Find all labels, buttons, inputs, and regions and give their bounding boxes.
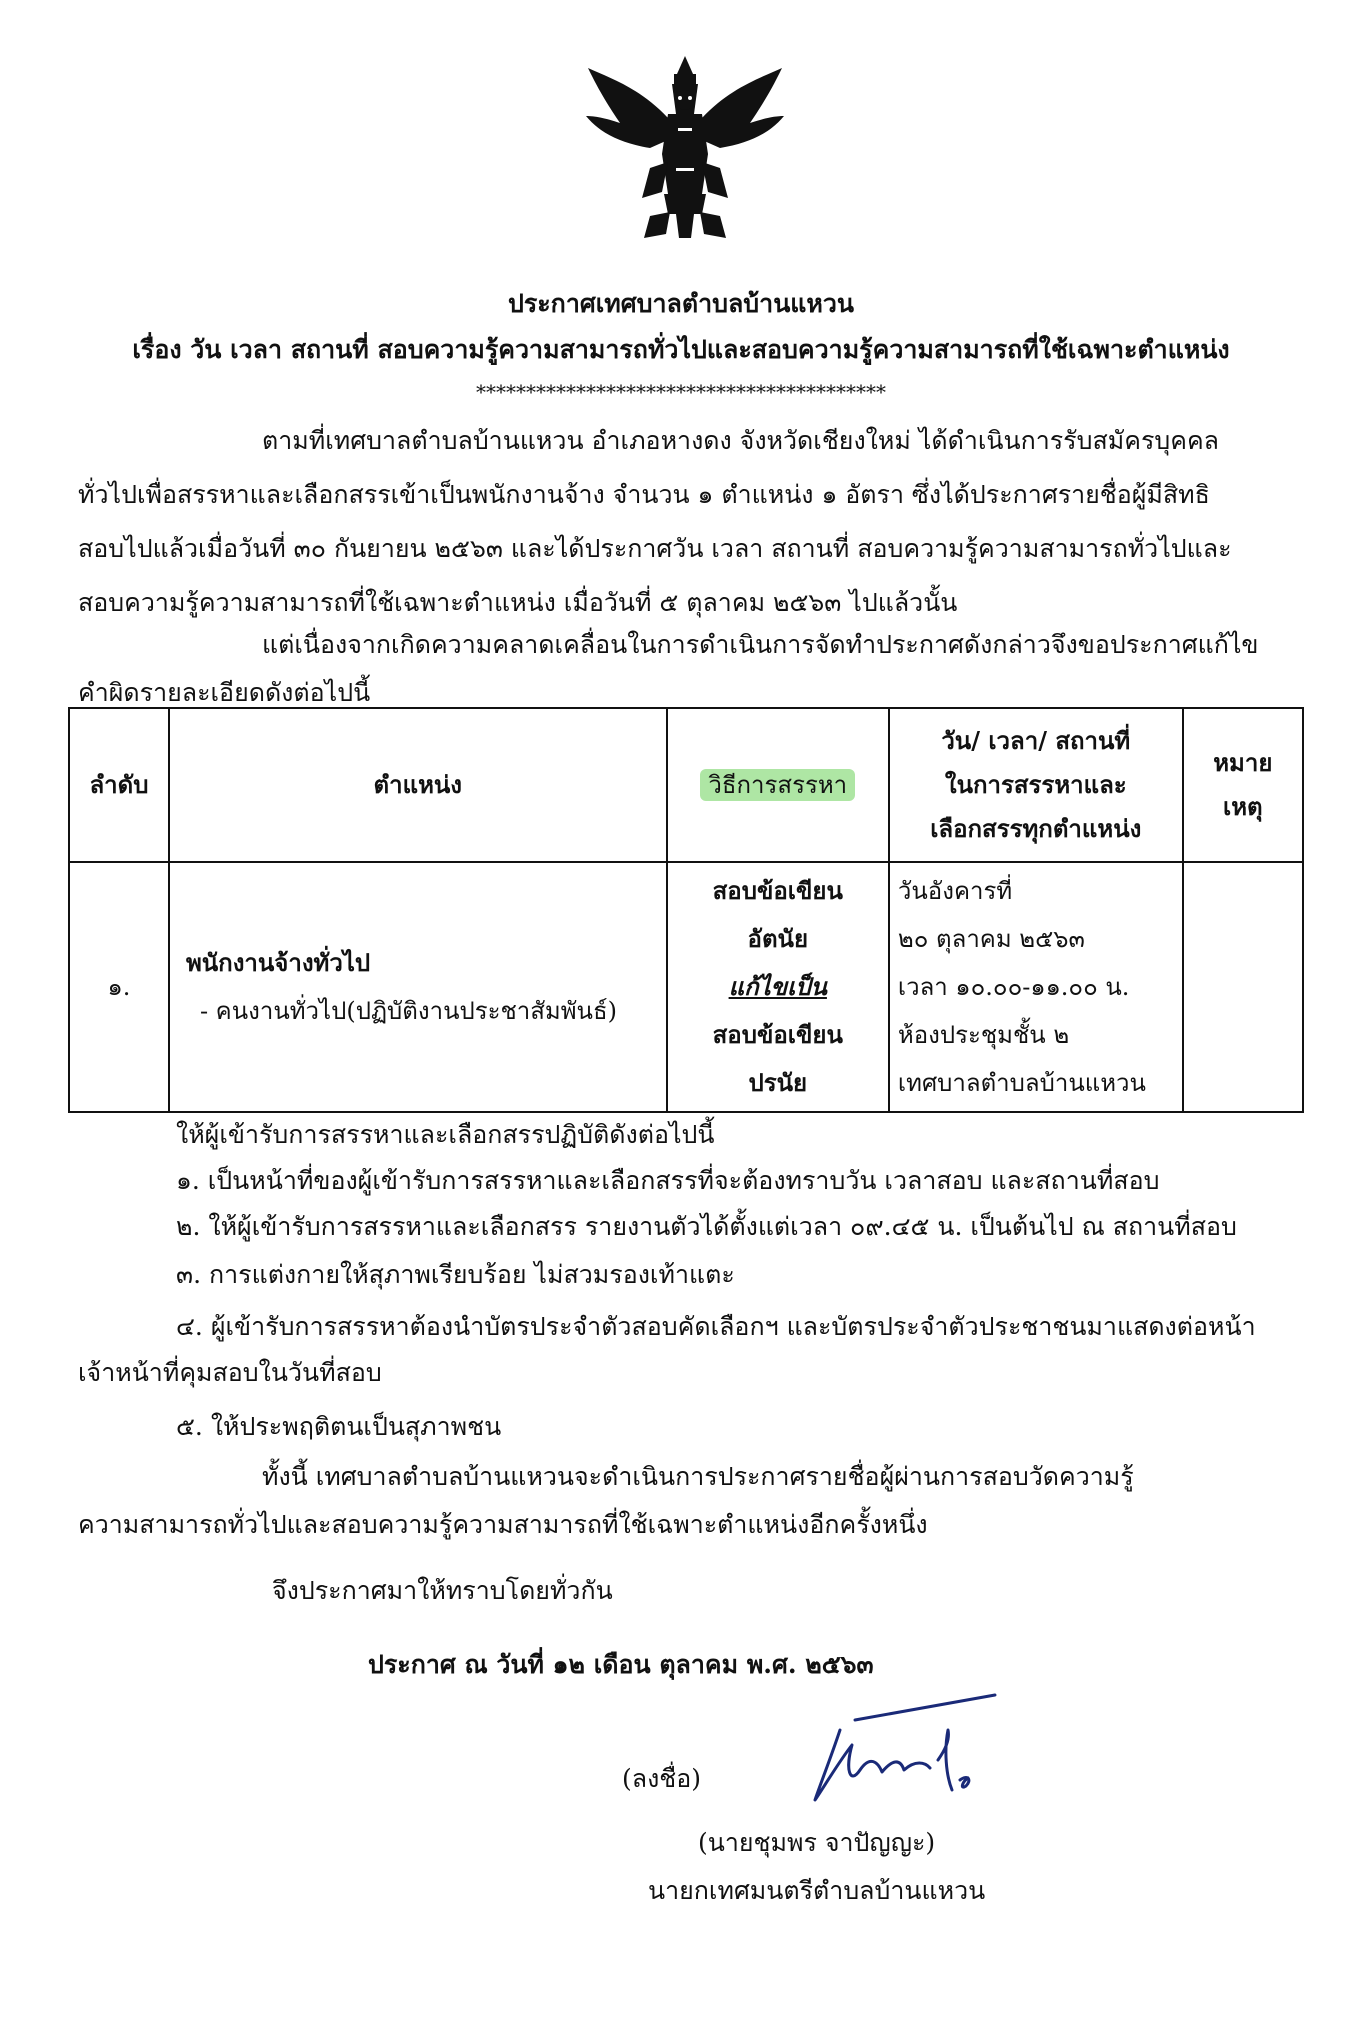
method-correction-label: แก้ไขเป็น <box>728 972 827 1001</box>
intro-line-4: สอบความรู้ความสามารถที่ใช้เฉพาะตำแหน่ง เมื่อวันที่ ๕ ตุลาคม ๒๕๖๓ ไปแล้วนั้น <box>78 588 958 617</box>
instruction-item-4b: เจ้าหน้าที่คุมสอบในวันที่สอบ <box>78 1358 382 1387</box>
header-remark <box>1183 708 1303 862</box>
row-when <box>889 862 1183 1112</box>
table-header-row <box>69 708 1303 862</box>
closing-line-2: ความสามารถทั่วไปและสอบความรู้ความสามารถที่ใช้เฉพาะตำแหน่งอีกครั้งหนึ่ง <box>78 1510 928 1539</box>
when-line-5: เทศบาลตำบลบ้านแหวน <box>897 1069 1146 1097</box>
when-line-3: เวลา ๑๐.๐๐-๑๑.๐๐ น. <box>897 973 1130 1001</box>
header-no: ลำดับ <box>69 708 169 862</box>
instruction-item-3: ๓. การแต่งกายให้สุภาพเรียบร้อย ไม่สวมรองเท้าแตะ <box>176 1260 735 1289</box>
intro-line-3: สอบไปแล้วเมื่อวันที่ ๓๐ กันยายน ๒๕๖๓ และได้ประกาศวัน เวลา สถานที่ สอบความรู้ความสามารถทั่วไปและ <box>78 534 1232 563</box>
instruction-item-4a: ๔. ผู้เข้ารับการสรรหาต้องนำบัตรประจำตัวสอบคัดเลือกฯ และบัตรประจำตัวประชาชนมาแสดงต่อหน้า <box>176 1312 1256 1341</box>
instruction-item-5: ๕. ให้ประพฤติตนเป็นสุภาพชน <box>176 1412 502 1441</box>
schedule-table <box>68 707 1304 1113</box>
announcement-subject: เรื่อง วัน เวลา สถานที่ สอบความรู้ความสามารถทั่วไปและสอบความรู้ความสามารถที่ใช้เฉพาะตำแหน่ง <box>132 335 1230 364</box>
handwritten-signature <box>800 1690 1020 1820</box>
when-line-4: ห้องประชุมชั้น ๒ <box>897 1021 1070 1049</box>
garuda-emblem-icon <box>580 48 790 248</box>
method-line-1: สอบข้อเขียน <box>712 876 843 905</box>
signer-name: (นายชุมพร จาปัญญะ) <box>698 1828 936 1857</box>
when-line-1: วันอังคารที่ <box>897 877 1013 905</box>
separator: ***************************************** <box>476 380 886 404</box>
when-line-2: ๒๐ ตุลาคม ๒๕๖๓ <box>897 925 1085 953</box>
org-title: ประกาศเทศบาลตำบลบ้านแหวน <box>507 289 855 318</box>
header-when <box>889 708 1183 862</box>
method-line-5: ปรนัย <box>748 1068 808 1097</box>
intro-line-1: ตามที่เทศบาลตำบลบ้านแหวน อำเภอหางดง จังหวัดเชียงใหม่ ได้ดำเนินการรับสมัครบุคคล <box>262 426 1220 455</box>
header-when-line-2: ในการสรรหาและ <box>944 770 1127 799</box>
row-remark <box>1183 862 1303 1112</box>
intro-line-2: ทั่วไปเพื่อสรรหาและเลือกสรรเข้าเป็นพนักงานจ้าง จำนวน ๑ ตำแหน่ง ๑ อัตรา ซึ่งได้ประกาศรายชื่อผู้มีสิทธิ <box>78 480 1210 509</box>
header-when-line-1: วัน/ เวลา/ สถานที่ <box>941 726 1131 755</box>
sign-label: (ลงชื่อ) <box>622 1764 702 1793</box>
instruction-item-2: ๒. ให้ผู้เข้ารับการสรรหาและเลือกสรร รายงานตัวได้ตั้งแต่เวลา ๐๙.๔๕ น. เป็นต้นไป ณ สถานที่สอบ <box>176 1212 1237 1241</box>
instructions-lead: ให้ผู้เข้ารับการสรรหาและเลือกสรรปฏิบัติดังต่อไปนี้ <box>176 1120 715 1149</box>
row-method <box>667 862 889 1112</box>
header-when-line-3: เลือกสรรทุกตำแหน่ง <box>930 814 1142 843</box>
highlighted-method-label: วิธีการสรรหา <box>700 769 855 801</box>
row-position <box>169 862 667 1112</box>
header-remark-line-2: เหตุ <box>1223 792 1263 821</box>
signer-title: นายกเทศมนตรีตำบลบ้านแหวน <box>648 1876 986 1905</box>
closing-announce: จึงประกาศมาให้ทราบโดยทั่วกัน <box>272 1576 613 1605</box>
intro-line-6: คำผิดรายละเอียดดังต่อไปนี้ <box>78 678 371 707</box>
closing-line-1: ทั้งนี้ เทศบาลตำบลบ้านแหวนจะดำเนินการประกาศรายชื่อผู้ผ่านการสอบวัดความรู้ <box>262 1462 1134 1491</box>
header-method <box>667 708 889 862</box>
row-no: ๑. <box>69 862 169 1112</box>
table-row <box>69 862 1303 1112</box>
instruction-item-1: ๑. เป็นหน้าที่ของผู้เข้ารับการสรรหาและเลือกสรรที่จะต้องทราบวัน เวลาสอบ และสถานที่สอบ <box>176 1166 1160 1195</box>
announcement-date: ประกาศ ณ วันที่ ๑๒ เดือน ตุลาคม พ.ศ. ๒๕๖๓ <box>368 1650 874 1679</box>
intro-line-5: แต่เนื่องจากเกิดความคลาดเคลื่อนในการดำเนินการจัดทำประกาศดังกล่าวจึงขอประกาศแก้ไข <box>262 630 1259 659</box>
position-sub: - คนงานทั่วไป(ปฏิบัติงานประชาสัมพันธ์) <box>199 997 617 1025</box>
method-line-2: อัตนัย <box>747 924 808 953</box>
method-line-4: สอบข้อเขียน <box>712 1020 843 1049</box>
header-remark-line-1: หมาย <box>1213 748 1273 777</box>
position-title: พนักงานจ้างทั่วไป <box>185 948 371 977</box>
header-position: ตำแหน่ง <box>169 708 667 862</box>
